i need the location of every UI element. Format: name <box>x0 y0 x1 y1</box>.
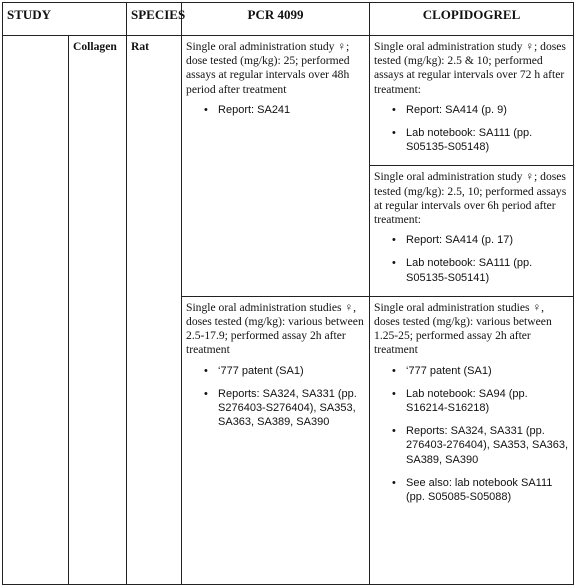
study-sub-cell <box>69 36 127 585</box>
clop-block-2-text: Single oral administration study ♀; doses tested (mg/kg): 2.5, 10; performed assays at regular intervals over 6h period after treatment: <box>374 170 567 227</box>
list-item: • Lab notebook: SA111 (pp. S05135-S05148) <box>392 126 569 154</box>
species-label: Rat <box>131 40 150 53</box>
clop-block-3-list <box>374 364 569 505</box>
study-table-frame <box>2 2 573 585</box>
clop-block-3-text: Single oral administration studies ♀, doses tested (mg/kg): various between 1.25-25; performed assay 2h after treatment <box>374 300 552 357</box>
study-table <box>2 2 574 585</box>
list-item: • ‘777 patent (SA1) <box>392 364 569 378</box>
clop-cell-3 <box>370 296 574 584</box>
collagen-row-1 <box>3 36 574 166</box>
clop-block-2-list <box>374 233 569 285</box>
list-item: • Report: SA414 (p. 17) <box>392 233 569 247</box>
study-blank-cell <box>3 36 69 585</box>
pcr-block-1-text: Single oral administration study ♀; dose tested (mg/kg): 25; performed assays at regular intervals over 48h period after treatment <box>186 40 350 96</box>
list-item: • Reports: SA324, SA331 (pp. S276403-S276404), SA353, SA363, SA389, SA390 <box>204 387 365 430</box>
clop-block-1-text: Single oral administration study ♀; doses tested (mg/kg): 2.5 & 10; performed assays at regular intervals over 72 h after treatment: <box>374 40 566 96</box>
list-item: • Report: SA241 <box>204 103 365 117</box>
header-clopidogrel: CLOPIDOGREL <box>370 3 574 36</box>
pcr-block-2-text: Single oral administration studies ♀, doses tested (mg/kg): various between 2.5-17.9; performed assay 2h after treatment <box>186 300 364 357</box>
clop-cell-1 <box>370 36 574 166</box>
header-pcr: PCR 4099 <box>182 3 370 36</box>
list-item: • Lab notebook: SA94 (pp. S16214-S16218) <box>392 387 569 415</box>
header-study: STUDY <box>3 3 127 36</box>
header-row <box>3 3 574 36</box>
list-item: • ‘777 patent (SA1) <box>204 364 365 378</box>
clop-cell-2 <box>370 166 574 296</box>
pcr-cell-1 <box>182 36 370 297</box>
pcr-block-2-list <box>186 364 365 430</box>
species-cell <box>127 36 182 585</box>
pcr-block-1-list <box>186 103 365 117</box>
header-species: SPECIES <box>127 3 182 36</box>
list-item: • Report: SA414 (p. 9) <box>392 103 569 117</box>
list-item: • See also: lab notebook SA111 (pp. S05085-S05088) <box>392 476 569 504</box>
pcr-cell-2 <box>182 296 370 584</box>
clop-block-1-list <box>374 103 569 155</box>
list-item: • Reports: SA324, SA331 (pp. 276403-276404), SA353, SA363, SA389, SA390 <box>392 424 569 467</box>
list-item: • Lab notebook: SA111 (pp. S05135-S05141) <box>392 256 569 284</box>
study-sub-label: Collagen <box>73 40 117 53</box>
